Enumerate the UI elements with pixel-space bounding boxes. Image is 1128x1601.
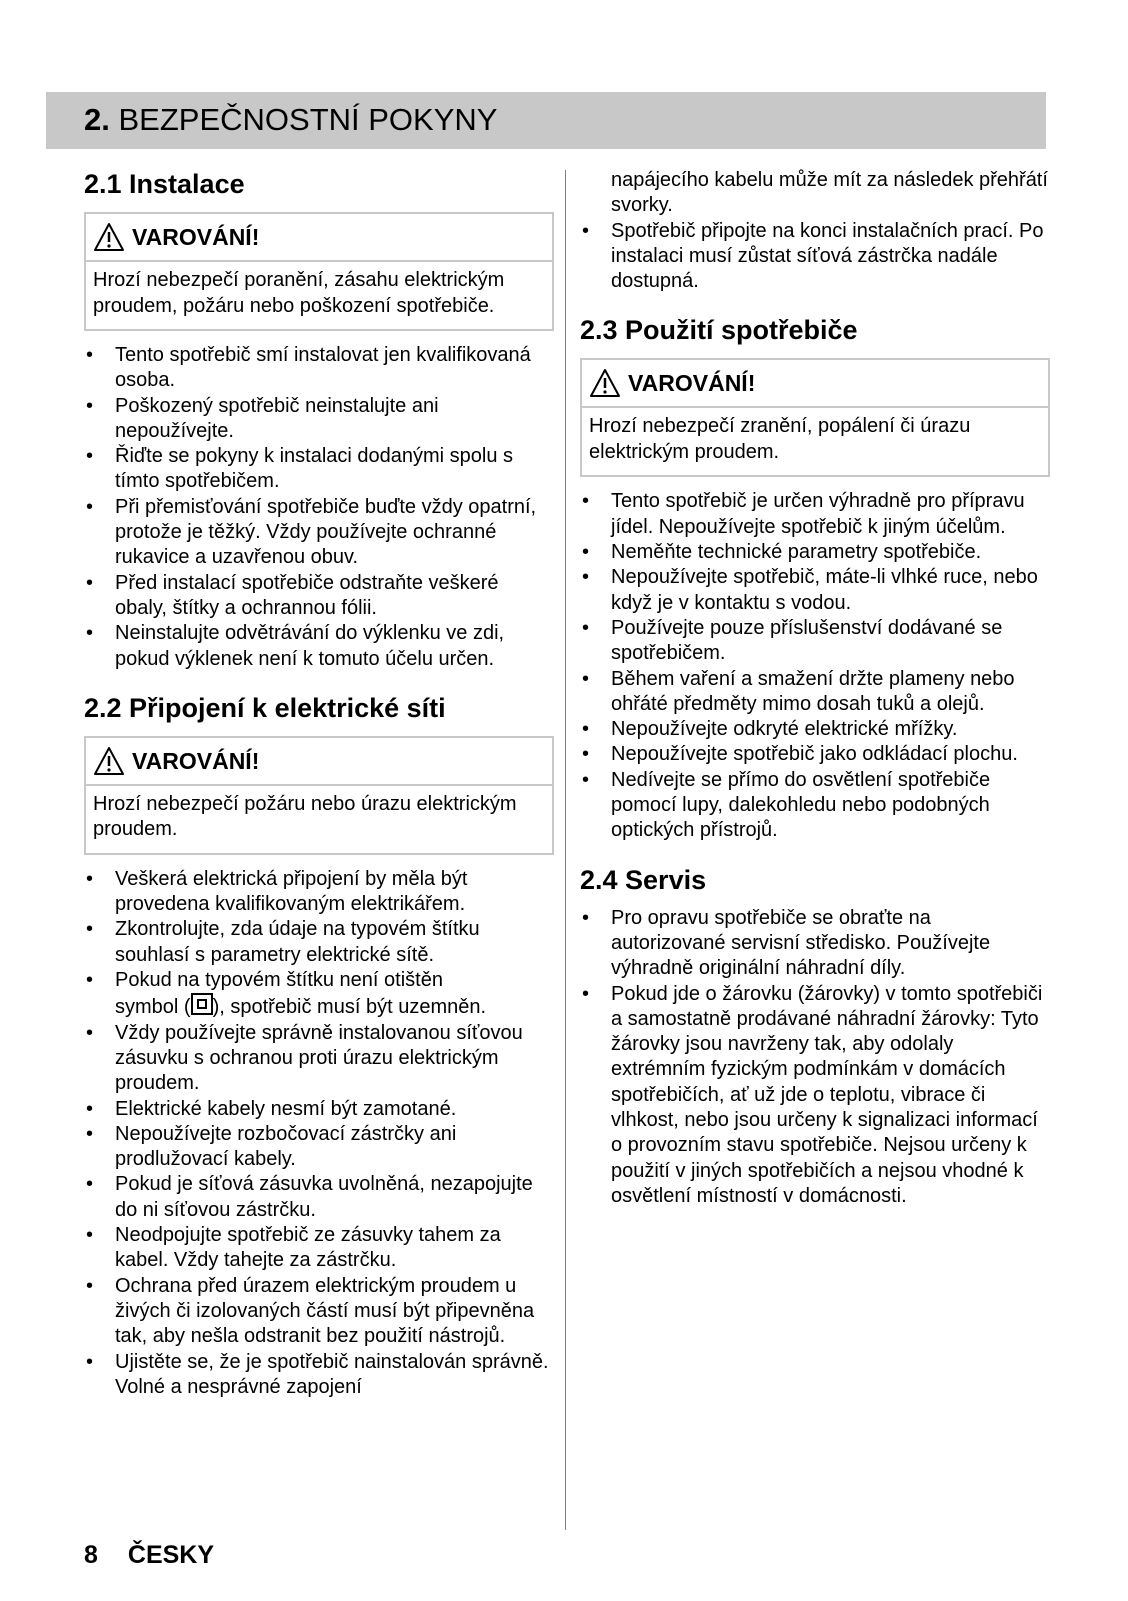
list-item: • Pro opravu spotřebiče se obraťte na autorizované servisní středisko. Používejte výhradně originální náhradní díly. [580,906,1050,982]
list-item: • Tento spotřebič je určen výhradně pro přípravu jídel. Nepoužívejte spotřebič k jiným účelům. [580,489,1050,540]
warning-rule [86,260,552,262]
warning-header [589,368,1041,398]
warning-header [93,222,545,252]
footer-language: ČESKY [127,1541,215,1569]
page-footer [84,1541,244,1570]
warning-label: VAROVÁNÍ! [132,224,260,250]
list-item: • Nepoužívejte odkryté elektrické mřížky. [580,717,1050,742]
section-2-2-heading: 2.2 Připojení k elektrické síti [84,692,446,723]
section-2-3-heading: 2.3 Použití spotřebiče [580,315,858,346]
left-column [84,168,554,1400]
warning-rule [582,406,1048,408]
service-list [580,906,1050,1210]
chapter-title-text: BEZPEČNOSTNÍ POKYNY [118,102,498,137]
list-item: • Používejte pouze příslušenství dodávané se spotřebičem. [580,616,1050,667]
earth-protection-class-icon [191,993,213,1015]
list-item: • Ujistěte se, že je spotřebič nainstalován správně. Volné a nesprávné zapojení [84,1350,554,1401]
list-item: • Neodpojujte spotřebič ze zásuvky tahem za kabel. Vždy tahejte za zástrčku. [84,1223,554,1274]
list-item: • Nepoužívejte rozbočovací zástrčky ani prodlužovací kabely. [84,1122,554,1173]
list-item: • Během vaření a smažení držte plameny nebo ohřáté předměty mimo dosah tuků a olejů. [580,667,1050,718]
list-item: • Poškozený spotřebič neinstalujte ani nepoužívejte. [84,394,554,445]
list-item [84,968,554,1021]
list-item: • Vždy používejte správně instalovanou síťovou zásuvku s ochranou proti úrazu elektrickým proudem. [84,1021,554,1097]
list-item: • Zkontrolujte, zda údaje na typovém štítku souhlasí s parametry elektrické sítě. [84,917,554,968]
warning-box-usage [580,358,1050,477]
list-item: • Spotřebič připojte na konci instalačních prací. Po instalaci musí zůstat síťová zástrčka nadále dostupná. [580,219,1050,295]
list-item: • Nepoužívejte spotřebič, máte-li vlhké ruce, nebo když je v kontaktu s vodou. [580,565,1050,616]
list-item: • Pokud je síťová zásuvka uvolněná, nezapojujte do ni síťovou zástrčku. [84,1172,554,1223]
installation-list [84,343,554,672]
warning-text: Hrozí nebezpečí poranění, zásahu elektrickým proudem, požáru nebo poškození spotřebiče. [93,269,505,317]
list-item-continuation: napájecího kabelu může mít za následek přehřátí svorky. [611,169,1048,217]
symbol-text-after: ), spotřebič musí být uzemněn. [212,996,487,1019]
warning-text: Hrozí nebezpečí zranění, popálení či úrazu elektrickým proudem. [589,415,971,463]
electrical-list [84,867,554,1400]
list-item: • Neinstalujte odvětrávání do výklenku ve zdi, pokud výklenek není k tomuto účelu určen. [84,621,554,672]
list-item: • Nedívejte se přímo do osvětlení spotřebiče pomocí lupy, dalekohledu nebo podobných optických přístrojů. [580,768,1050,844]
list-item: • Před instalací spotřebiče odstraňte veškeré obaly, štítky a ochrannou fólii. [84,571,554,622]
list-item: • Při přemisťování spotřebiče buďte vždy opatrní, protože je těžký. Vždy používejte ochranné rukavice a uzavřenou obuv. [84,495,554,571]
section-2-4-heading: 2.4 Servis [580,864,707,895]
warning-label: VAROVÁNÍ! [132,747,260,774]
list-item: • Elektrické kabely nesmí být zamotané. [84,1097,554,1122]
warning-triangle-icon [589,368,621,398]
right-column [580,168,1050,1209]
chapter-number: 2. [84,102,110,137]
list-item-text: Pokud na typovém štítku není otištěn [115,969,443,992]
page-number: 8 [84,1541,98,1569]
symbol-text-before: symbol ( [115,996,191,1019]
usage-list [580,489,1050,843]
warning-box-installation [84,212,554,331]
list-item: • Veškerá elektrická připojení by měla být provedena kvalifikovaným elektrikářem. [84,867,554,918]
list-item: • Nepoužívejte spotřebič jako odkládací plochu. [580,742,1050,767]
warning-header [93,746,545,776]
list-item: • Řiďte se pokyny k instalaci dodanými spolu s tímto spotřebičem. [84,444,554,495]
warning-box-electrical [84,736,554,855]
list-item: • Ochrana před úrazem elektrickým proudem u živých či izolovaných částí musí být připevněna tak, aby nešla odstranit bez použití nástrojů. [84,1274,554,1350]
warning-triangle-icon [93,222,125,252]
list-item: • Pokud jde o žárovku (žárovky) v tomto spotřebiči a samostatně prodávané náhradní žárovky: Tyto žárovky jsou navrženy tak, aby odolaly extrémním fyzickým podmínkám v domácích spotřebičích, ať už jde o teplotu, vibrace či vlhkost, nebo jsou určeny k signalizaci informací o provozním stavu spotřebiče. Nejsou určeny k použití v jiných spotřebičích a nejsou vhodné k osvětlení místností v domácnosti. [580,982,1050,1210]
list-item: • Neměňte technické parametry spotřebiče. [580,540,1050,565]
warning-rule [86,784,552,786]
warning-text: Hrozí nebezpečí požáru nebo úrazu elektrickým proudem. [93,792,517,841]
list-item: • Tento spotřebič smí instalovat jen kvalifikovaná osoba. [84,343,554,394]
warning-label: VAROVÁNÍ! [628,370,756,397]
column-divider [565,170,566,1530]
electrical-list-continued [580,219,1050,295]
chapter-title [84,100,497,140]
warning-triangle-icon [93,746,125,776]
section-2-1-heading: 2.1 Instalace [84,169,245,199]
